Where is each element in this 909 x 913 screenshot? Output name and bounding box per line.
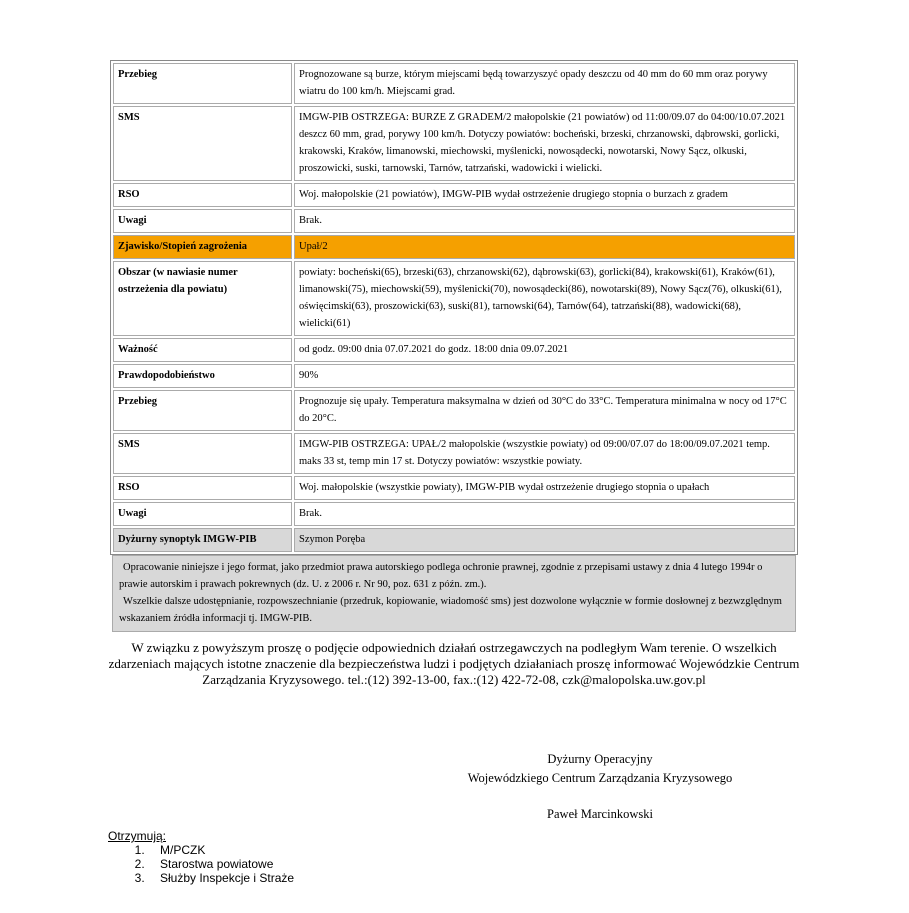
row-value: Woj. małopolskie (wszystkie powiaty), IMGW-PIB wydał ostrzeżenie drugiego stopnia o upałach [294,476,795,500]
row-label: RSO [113,183,292,207]
table-row [113,235,795,259]
row-value: Brak. [294,502,795,526]
table-row [113,390,795,431]
row-label: Przebieg [113,390,292,431]
row-value: od godz. 09:00 dnia 07.07.2021 do godz. 18:00 dnia 09.07.2021 [294,338,795,362]
signature-role-line-2: Wojewódzkiego Centrum Zarządzania Kryzysowego [467,771,733,785]
table-row [113,209,795,233]
table-row [113,476,795,500]
row-label: Uwagi [113,502,292,526]
table-row [113,502,795,526]
row-label: Obszar (w nawiasie numer ostrzeżenia dla powiatu) [113,261,292,336]
recipients-list [108,843,294,885]
table-row [113,528,795,552]
copyright-paragraph-1: Opracowanie niniejsze i jego format, jako przedmiot prawa autorskiego podlega ochronie prawnej, zgodnie z przepisami ustawy z dnia 4 lutego 1994r o prawie autorskim i prawach pokrewnych (dz. U. z 2006 r. Nr 90, poz. 631 z późn. zm.). [119,562,763,590]
row-label: Dyżurny synoptyk IMGW-PIB [113,528,292,552]
row-label: Zjawisko/Stopień zagrożenia [113,235,292,259]
table-row [113,183,795,207]
row-value: IMGW-PIB OSTRZEGA: BURZE Z GRADEM/2 małopolskie (21 powiatów) od 11:00/09.07 do 04:00/10.07.2021 deszcz 60 mm, grad, porywy 100 km/h. Dotyczy powiatów: bocheński, brzeski, chrzanowski, dąbrowski, gorlicki, krakowski, Kraków, limanowski, miechowski, myślenicki, nowosądecki, nowotarski, Nowy Sącz, olkuski, proszowicki, suski, tarnowski, Tarnów, tatrzański, wadowicki i wielicki. [294,106,795,181]
row-value: 90% [294,364,795,388]
row-label: Ważność [113,338,292,362]
row-label: RSO [113,476,292,500]
row-value: Prognozowane są burze, którym miejscami będą towarzyszyć opady deszczu od 40 mm do 60 mm oraz porywy wiatru do 100 km/h. Miejscami grad. [294,63,795,104]
table-row [113,63,795,104]
table-row [113,106,795,181]
recipient-item: 3. Służby Inspekcje i Straże [148,871,294,885]
row-label: SMS [113,433,292,474]
closing-request: W związku z powyższym proszę o podjęcie odpowiednich działań ostrzegawczych na podległym Wam terenie. O wszelkich zdarzeniach mających istotne znaczenie dla bezpieczeństwa ludzi i podjętych działaniach proszę informować Wojewódzkie Centrum Zarządzania Kryzysowego. tel.:(12) 392-13-00, fax.:(12) 422-72-08, czk@malopolska.uw.gov.pl [108,640,800,687]
row-label: SMS [113,106,292,181]
recipients-block [108,829,294,885]
row-value: powiaty: bocheński(65), brzeski(63), chrzanowski(62), dąbrowski(63), gorlicki(84), krakowski(61), Kraków(61), limanowski(75), miechowski(59), myślenicki(70), nowosądecki(86), nowotarski(89), Nowy Sącz(76), olkuski(61), oświęcimski(63), proszowicki(63), suski(81), tarnowski(64), Tarnów(64), tatrzański(88), wadowicki(68), wielicki(61) [294,261,795,336]
row-value: IMGW-PIB OSTRZEGA: UPAŁ/2 małopolskie (wszystkie powiaty) od 09:00/07.07 do 18:00/09.07.2021 temp. maks 33 st, temp min 17 st. Dotyczy powiatów: wszystkie powiaty. [294,433,795,474]
row-value: Upał/2 [294,235,795,259]
signature-role-line-1: Dyżurny Operacyjny [547,752,653,766]
signature-name: Paweł Marcinkowski [547,807,653,821]
copyright-paragraph-2: Wszelkie dalsze udostępnianie, rozpowszechnianie (przedruk, kopiowanie, wiadomość sms) jest dozwolone wyłącznie w formie dosłownej z bezwzględnym wskazaniem źródła informacji tj. IMGW-PIB. [119,596,782,624]
recipient-item: 2. Starostwa powiatowe [148,857,294,871]
table-row [113,338,795,362]
copyright-notice [112,555,796,632]
table-row [113,261,795,336]
row-label: Przebieg [113,63,292,104]
row-value: Woj. małopolskie (21 powiatów), IMGW-PIB wydał ostrzeżenie drugiego stopnia o burzach z gradem [294,183,795,207]
table-row [113,364,795,388]
row-value: Szymon Poręba [294,528,795,552]
warning-document [110,60,798,688]
row-label: Prawdopodobieństwo [113,364,292,388]
warning-table [110,60,798,555]
recipients-title: Otrzymują: [108,829,167,843]
row-value: Prognozuje się upały. Temperatura maksymalna w dzień od 30°C do 33°C. Temperatura minimalna w nocy od 17°C do 20°C. [294,390,795,431]
row-label: Uwagi [113,209,292,233]
row-value: Brak. [294,209,795,233]
recipient-item: 1. M/PCZK [148,843,294,857]
table-row [113,433,795,474]
